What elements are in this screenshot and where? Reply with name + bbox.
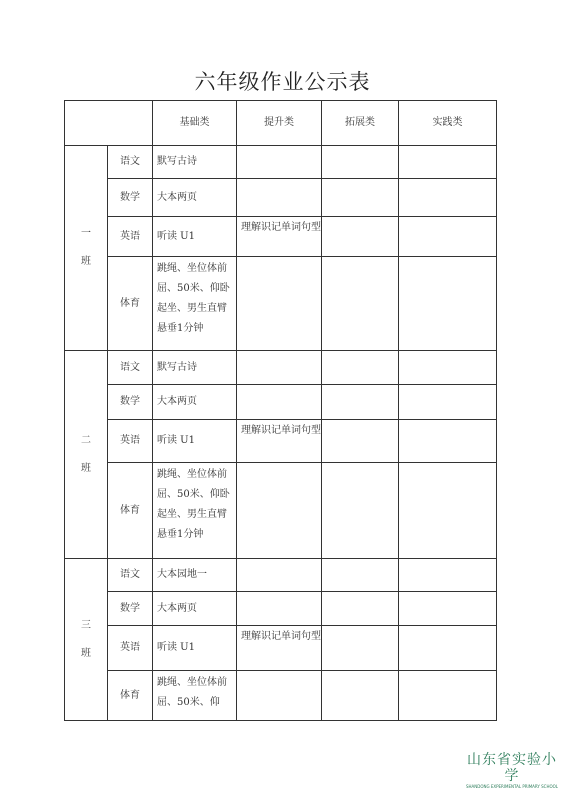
table-row <box>65 626 497 671</box>
extend-cell <box>322 146 399 179</box>
improve-cell <box>237 351 322 385</box>
table-row <box>65 671 497 721</box>
improve-cell: 理解识记单词句型 <box>237 626 322 671</box>
table-row <box>65 217 497 257</box>
school-logo-chinese: 山东省实验小学 <box>467 752 557 784</box>
practice-cell <box>399 592 497 626</box>
improve-cell <box>237 671 322 721</box>
improve-cell <box>237 146 322 179</box>
subject-cell: 英语 <box>108 217 153 257</box>
header-row <box>65 101 497 146</box>
header-basic: 基础类 <box>153 101 237 146</box>
practice-cell <box>399 146 497 179</box>
subject-cell: 语文 <box>108 351 153 385</box>
extend-cell <box>322 463 399 559</box>
class-2-cell <box>65 351 108 559</box>
extend-cell <box>322 671 399 721</box>
basic-cell: 大本两页 <box>153 179 237 217</box>
subject-cell: 体育 <box>108 257 153 351</box>
basic-cell: 大本园地一 <box>153 559 237 592</box>
improve-cell <box>237 385 322 420</box>
improve-cell <box>237 559 322 592</box>
school-logo-english: SHANDONG EXPERIMENTAL PRIMARY SCHOOL <box>465 784 559 789</box>
practice-cell <box>399 626 497 671</box>
subject-cell: 语文 <box>108 559 153 592</box>
subject-cell: 英语 <box>108 420 153 463</box>
header-corner <box>65 101 153 146</box>
extend-cell <box>322 385 399 420</box>
extend-cell <box>322 351 399 385</box>
basic-cell: 默写古诗 <box>153 146 237 179</box>
extend-cell <box>322 559 399 592</box>
basic-cell: 跳绳、坐位体前屈、50米、仰卧起坐、男生直臂悬垂1分钟 <box>153 463 237 559</box>
basic-cell: 默写古诗 <box>153 351 237 385</box>
homework-table <box>64 100 497 721</box>
school-logo <box>462 752 562 790</box>
table-row <box>65 592 497 626</box>
practice-cell <box>399 179 497 217</box>
table-row <box>65 463 497 559</box>
subject-cell: 数学 <box>108 592 153 626</box>
class-1-cell <box>65 146 108 351</box>
table-row <box>65 385 497 420</box>
improve-cell <box>237 592 322 626</box>
extend-cell <box>322 217 399 257</box>
basic-cell: 跳绳、坐位体前屈、50米、仰卧起坐、男生直臂悬垂1分钟 <box>153 257 237 351</box>
practice-cell <box>399 257 497 351</box>
header-practice: 实践类 <box>399 101 497 146</box>
class-3-char-1: 三 <box>81 619 91 631</box>
practice-cell <box>399 420 497 463</box>
subject-cell: 语文 <box>108 146 153 179</box>
subject-cell: 数学 <box>108 385 153 420</box>
class-3-char-2: 班 <box>81 647 91 659</box>
extend-cell <box>322 626 399 671</box>
improve-cell <box>237 463 322 559</box>
extend-cell <box>322 592 399 626</box>
subject-cell: 体育 <box>108 671 153 721</box>
practice-cell <box>399 351 497 385</box>
page-title: 六年级作业公示表 <box>194 70 371 94</box>
class-1-char-2: 班 <box>81 256 91 267</box>
subject-cell: 数学 <box>108 179 153 217</box>
table-row <box>65 420 497 463</box>
improve-cell: 理解识记单词句型 <box>237 420 322 463</box>
improve-cell <box>237 257 322 351</box>
basic-cell: 听读 U1 <box>153 217 237 257</box>
basic-cell: 听读 U1 <box>153 626 237 671</box>
basic-cell: 跳绳、坐位体前屈、50米、仰 <box>153 671 237 721</box>
table-row <box>65 179 497 217</box>
practice-cell <box>399 385 497 420</box>
class-2-char-1: 二 <box>81 434 91 446</box>
basic-cell: 听读 U1 <box>153 420 237 463</box>
extend-cell <box>322 257 399 351</box>
practice-cell <box>399 671 497 721</box>
basic-cell: 大本两页 <box>153 592 237 626</box>
subject-cell: 英语 <box>108 626 153 671</box>
table-row <box>65 257 497 351</box>
table-row <box>65 146 497 179</box>
class-1-char-1: 一 <box>81 228 91 239</box>
header-extend: 拓展类 <box>322 101 399 146</box>
class-2-char-2: 班 <box>81 462 91 474</box>
subject-cell: 体育 <box>108 463 153 559</box>
basic-cell: 大本两页 <box>153 385 237 420</box>
header-improve: 提升类 <box>237 101 322 146</box>
table-row <box>65 559 497 592</box>
class-3-cell <box>65 559 108 721</box>
table-row <box>65 351 497 385</box>
extend-cell <box>322 420 399 463</box>
practice-cell <box>399 559 497 592</box>
improve-cell <box>237 179 322 217</box>
improve-cell: 理解识记单词句型 <box>237 217 322 257</box>
extend-cell <box>322 179 399 217</box>
practice-cell <box>399 463 497 559</box>
practice-cell <box>399 217 497 257</box>
